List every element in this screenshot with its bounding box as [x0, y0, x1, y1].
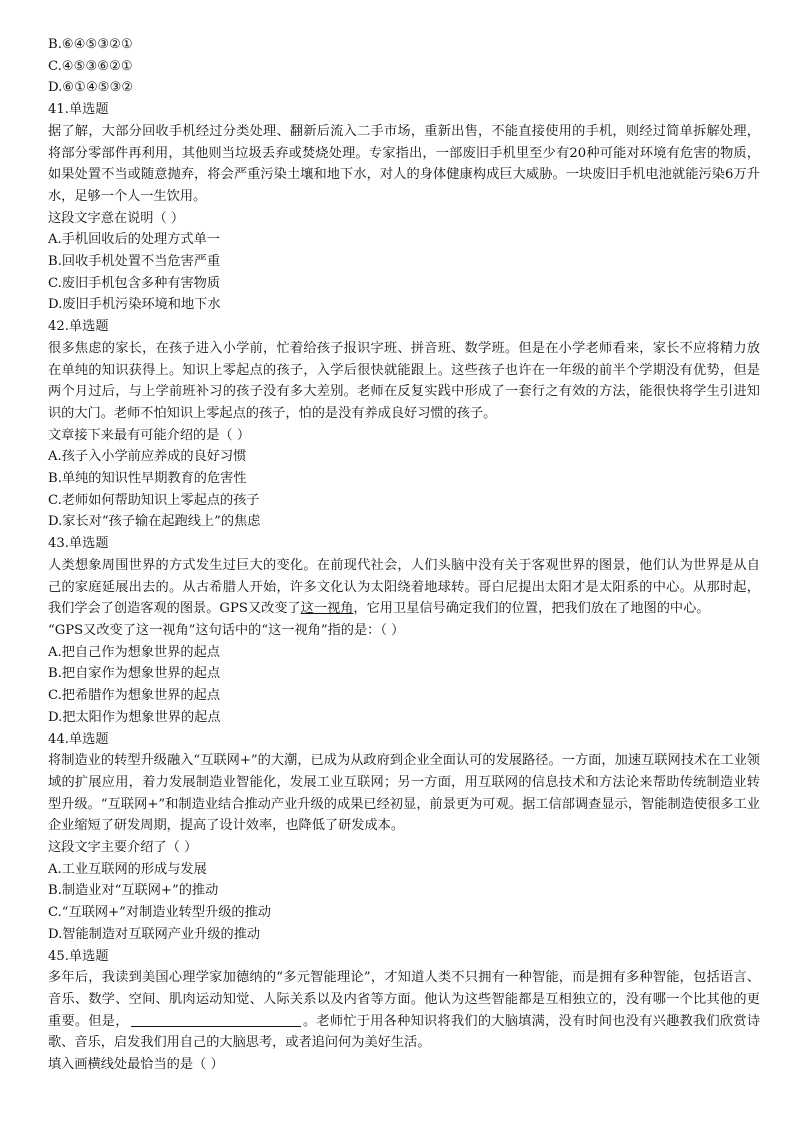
option-b[interactable]: B.回收手机处置不当危害严重	[48, 254, 221, 270]
passage-text: 多年后，我读到美国心理学家加德纳的“多元智能理论”，才知道人类不只拥有一种智能，而是拥有多种智能，包括语言、音乐、数学、空间、肌肉运动知觉、人际关系以及内省等方面。他认为这些智能都是互相独立的，没有哪一个比其他的更重要。但是，	[48, 970, 760, 1029]
passage-text: 。老师忙于用各种知识将我们的大脑填满，没有时间也没有兴趣教我们欣赏诗歌、音乐，启发我们用自己的大脑思考，或者追问何为美好生活。	[48, 1013, 761, 1051]
option-d[interactable]: D.废旧手机污染环境和地下水	[48, 297, 221, 313]
option-b[interactable]: B.单纯的知识性早期教育的危害性	[48, 471, 247, 487]
question-passage: 将制造业的转型升级融入“互联网+”的大潮，已成为从政府到企业全面认可的发展路径。一方面，加速互联网技术在工业领域的扩展应用，着力发展制造业智能化，发展工业互联网；另一方面，用互联网的信息技术和方法论来帮助传统制造业转型升级。“互联网+”和制造业结合推动产业升级的成果已经初显，前景更为可观。据工信部调查显示，智能制造使很多工业企业缩短了研发周期，提高了设计效率，也降低了研发成本。	[48, 753, 760, 834]
option-d[interactable]: D.家长对“孩子输在起跑线上”的焦虑	[48, 514, 261, 530]
option-c[interactable]: C.废旧手机包含多种有害物质	[48, 275, 221, 291]
exam-page	[48, 34, 760, 1076]
option-item[interactable]: B.⑥④⑤③②①	[48, 37, 133, 52]
option-a[interactable]: A.孩子入小学前应养成的良好习惯	[48, 449, 247, 465]
question-header: 44.单选题	[48, 731, 109, 747]
option-a[interactable]: A.手机回收后的处理方式单一	[48, 232, 220, 248]
question-passage	[48, 555, 760, 620]
option-item[interactable]: D.⑥①④⑤③②	[48, 80, 134, 96]
question-43	[48, 533, 760, 728]
option-item[interactable]: C.④⑤③⑥②①	[48, 58, 133, 74]
question-42	[48, 316, 760, 533]
fill-in-blank	[131, 1012, 301, 1027]
option-c[interactable]: C.把希腊作为想象世界的起点	[48, 688, 221, 704]
option-c[interactable]: C.“互联网+”对制造业转型升级的推动	[48, 905, 271, 921]
question-44	[48, 729, 760, 946]
question-prompt: 这段文字主要介绍了（ ）	[48, 840, 198, 856]
question-prompt: “GPS又改变了这一视角”这句话中的“这一视角”指的是：（ ）	[48, 622, 405, 638]
question-45	[48, 946, 760, 1076]
passage-text: ，它用卫星信号确定我们的位置，把我们放在了地图的中心。	[353, 601, 710, 617]
question-prompt: 文章接下来最有可能介绍的是（ ）	[48, 427, 251, 443]
question-header: 43.单选题	[48, 536, 109, 552]
question-header: 41.单选题	[48, 102, 109, 118]
underlined-phrase: 这一视角	[300, 601, 354, 617]
question-prompt: 这段文字意在说明（ ）	[48, 210, 185, 226]
question-prompt: 填入画横线处最恰当的是（ ）	[48, 1057, 224, 1073]
passage-text: 人类想象周围世界的方式发生过巨大的变化。在前现代社会，人们头脑中没有关于客观世界的图景，他们认为世界是从自己的家庭延展出去的。从古希腊人开始，许多文化认为太阳绕着地球转。哥白尼提出太阳才是太阳系的中心。从那时起，我们学会了创造客观的图景。GPS又改变了	[48, 557, 760, 617]
question-header: 45.单选题	[48, 948, 109, 964]
option-d[interactable]: D.智能制造对互联网产业升级的推动	[48, 926, 261, 942]
option-c[interactable]: C.老师如何帮助知识上零起点的孩子	[48, 492, 260, 508]
question-passage: 据了解，大部分回收手机经过分类处理、翻新后流入二手市场，重新出售，不能直接使用的手机，则经过简单拆解处理，将部分零部件再利用，其他则当垃圾丢弃或焚烧处理。专家指出，一部废旧手机里至少有20种可能对环境有危害的物质，如果处置不当或随意抛弃，将会严重污染土壤和地下水，对人的身体健康构成巨大威胁。一块废旧手机电池就能污染6万升水，足够一个人一生饮用。	[48, 123, 760, 204]
option-b[interactable]: B.把自家作为想象世界的起点	[48, 666, 221, 682]
question-41	[48, 99, 760, 316]
option-d[interactable]: D.把太阳作为想象世界的起点	[48, 709, 221, 725]
question-passage	[48, 967, 760, 1054]
option-b[interactable]: B.制造业对“互联网+”的推动	[48, 883, 219, 899]
question-passage: 很多焦虑的家长，在孩子进入小学前，忙着给孩子报识字班、拼音班、数学班。但是在小学老师看来，家长不应将精力放在单纯的知识获得上。知识上零起点的孩子，入学后很快就能跟上。这些孩子也许在一年级的前半个学期没有优势，但是两个月过后，与上学前班补习的孩子没有多大差别。老师在反复实践中形成了一套行之有效的方法，能很快将学生引进知识的大门。老师不怕知识上零起点的孩子，怕的是没有养成良好习惯的孩子。	[48, 340, 760, 421]
option-a[interactable]: A.把自己作为想象世界的起点	[48, 644, 220, 660]
option-a[interactable]: A.工业互联网的形成与发展	[48, 861, 207, 877]
question-header: 42.单选题	[48, 319, 109, 335]
